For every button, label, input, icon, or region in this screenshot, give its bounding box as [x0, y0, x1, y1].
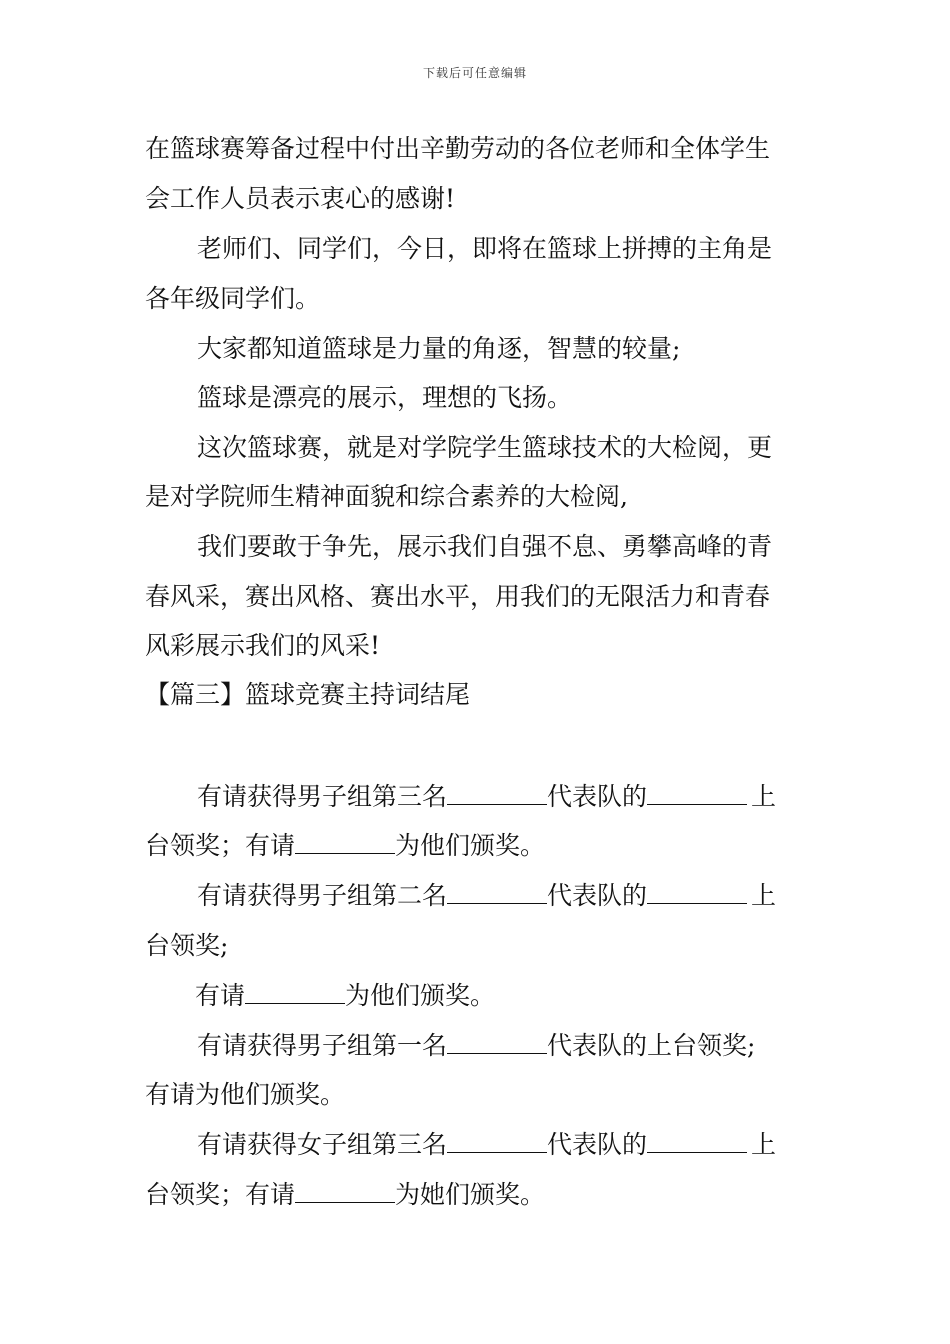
fill-blank [447, 1031, 547, 1054]
award-text: 上 [751, 1130, 777, 1159]
paragraph-line: 篮球是漂亮的展示，理想的飞扬。 [197, 383, 573, 412]
fill-blank [295, 1180, 395, 1203]
fill-blank [647, 1130, 747, 1153]
award-text: 有请获得男子组第三名 [197, 782, 448, 811]
award-text: 为他们颁奖。 [395, 831, 546, 860]
award-text: 代表队的 [547, 782, 648, 811]
award-text: 有请 [195, 981, 246, 1010]
page-header: 下载后可任意编辑 [422, 66, 527, 80]
fill-blank [647, 881, 747, 904]
award-line: 有请为他们颁奖。 [145, 1080, 346, 1109]
paragraph-line: 老师们、同学们，今日，即将在篮球上拼搏的主角是 [197, 234, 773, 263]
paragraph-line: 这次篮球赛，就是对学院学生篮球技术的大检阅，更 [197, 433, 773, 462]
paragraph-line: 是对学院师生精神面貌和综合素养的大检阅, [145, 482, 628, 511]
award-text: 台领奖；有请 [145, 831, 296, 860]
fill-blank [295, 831, 395, 854]
section-title: 【篇三】篮球竞赛主持词结尾 [145, 680, 471, 709]
award-line [145, 831, 545, 861]
award-line [197, 1031, 755, 1061]
award-line [195, 981, 495, 1011]
award-line [197, 1130, 776, 1160]
award-line [145, 1180, 545, 1210]
award-text: 上 [751, 881, 777, 910]
fill-blank [447, 782, 547, 805]
award-text: 代表队的 [547, 881, 648, 910]
award-text: 代表队的上台领奖; [547, 1031, 756, 1060]
fill-blank [447, 1130, 547, 1153]
fill-blank [245, 981, 345, 1004]
paragraph-line: 在篮球赛筹备过程中付出辛勤劳动的各位老师和全体学生 [145, 134, 771, 163]
award-text: 代表队的 [547, 1130, 648, 1159]
paragraph-line: 我们要敢于争先，展示我们自强不息、勇攀高峰的青 [197, 532, 773, 561]
award-line [197, 782, 776, 812]
paragraph-line: 各年级同学们。 [145, 284, 321, 313]
fill-blank [647, 782, 747, 805]
award-text: 为她们颁奖。 [395, 1180, 546, 1209]
award-text: 为他们颁奖。 [345, 981, 496, 1010]
paragraph-line: 风彩展示我们的风采! [145, 631, 381, 660]
award-text: 台领奖；有请 [145, 1180, 296, 1209]
paragraph-line: 会工作人员表示衷心的感谢! [145, 184, 456, 213]
award-line: 台领奖; [145, 931, 229, 960]
award-text: 上 [751, 782, 777, 811]
paragraph-line: 大家都知道篮球是力量的角逐，智慧的较量; [197, 334, 681, 363]
paragraph-line: 春风采，赛出风格、赛出水平，用我们的无限活力和青春 [145, 582, 771, 611]
award-text: 有请获得男子组第二名 [197, 881, 448, 910]
award-line [197, 881, 776, 911]
award-text: 有请获得女子组第三名 [197, 1130, 448, 1159]
fill-blank [447, 881, 547, 904]
award-text: 有请获得男子组第一名 [197, 1031, 448, 1060]
